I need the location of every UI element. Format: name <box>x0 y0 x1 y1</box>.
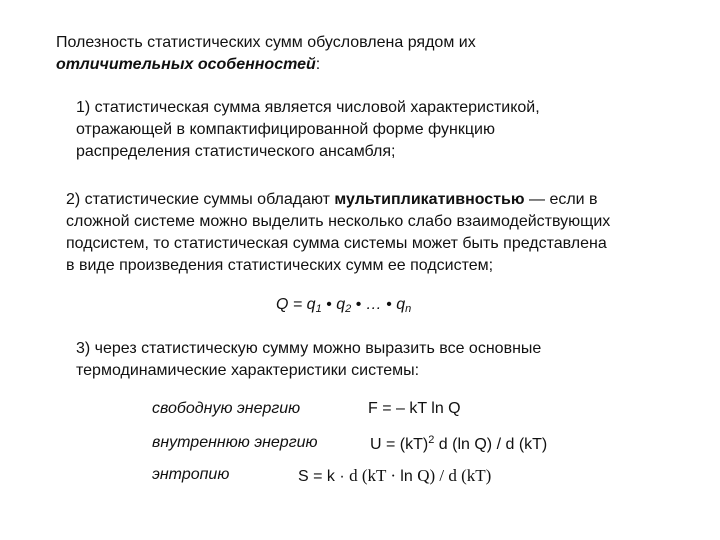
internal-energy-label: внутреннюю энергию <box>152 434 318 451</box>
free-energy-label: свободную энергию <box>152 400 301 417</box>
item2-line-1 <box>66 189 706 211</box>
free-energy-formula: F = – kT ln Q <box>368 400 461 417</box>
item2-strong-term: мультипликативностью <box>334 191 525 208</box>
intro-colon: : <box>315 56 321 73</box>
item3-line-1: 3) через статистическую сумму можно выразить все основные <box>76 340 542 357</box>
formula-q-sub2: 2 <box>345 303 352 315</box>
partition-product-formula <box>276 294 411 320</box>
internal-energy-post: d (ln Q) / d (kT) <box>434 436 548 453</box>
item2-post: — если в <box>524 191 598 208</box>
entropy-pre: S = k · <box>298 468 350 485</box>
item1-line-3: распределения статистического ансамбля; <box>76 143 396 160</box>
item2-line-2: сложной системе можно выделить несколько слабо взаимодействующих <box>66 213 611 230</box>
list-item-3 <box>76 338 696 382</box>
internal-energy-pre: U = (kT) <box>370 436 429 453</box>
list-item-2 <box>66 189 706 277</box>
intro-paragraph <box>56 32 656 76</box>
item1-line-2: отражающей в компактифицированной форме функцию <box>76 121 495 138</box>
formula-q-mid2: • … • q <box>351 296 406 313</box>
formula-q-sub1: 1 <box>315 303 322 315</box>
entropy-mid: ln <box>400 468 418 485</box>
intro-line-1: Полезность статистических сумм обусловлена рядом их <box>56 34 476 51</box>
internal-energy-sup: 2 <box>428 434 435 446</box>
entropy-label: энтропию <box>152 466 230 483</box>
item2-line-4: в виде произведения статистических сумм ее подсистем; <box>66 257 494 274</box>
formula-q-mid1: • q <box>321 296 346 313</box>
intro-line-2 <box>56 54 656 76</box>
internal-energy-formula <box>370 434 547 454</box>
formula-q-lhs: Q = q <box>276 296 316 313</box>
entropy-serif-2: Q) / d (kT) <box>417 466 492 485</box>
entropy-serif-1: d (kT · <box>349 466 401 485</box>
formula-q-subn: n <box>405 303 412 315</box>
list-item-1 <box>76 97 676 163</box>
item2-pre: 2) статистические суммы обладают <box>66 191 335 208</box>
entropy-formula <box>298 466 491 486</box>
item2-line-3: подсистем, то статистическая сумма системы может быть представлена <box>66 235 607 252</box>
item3-line-2: термодинамические характеристики системы: <box>76 362 420 379</box>
item1-line-1: 1) статистическая сумма является числовой характеристикой, <box>76 99 540 116</box>
intro-emphasis: отличительных особенностей <box>56 56 316 73</box>
